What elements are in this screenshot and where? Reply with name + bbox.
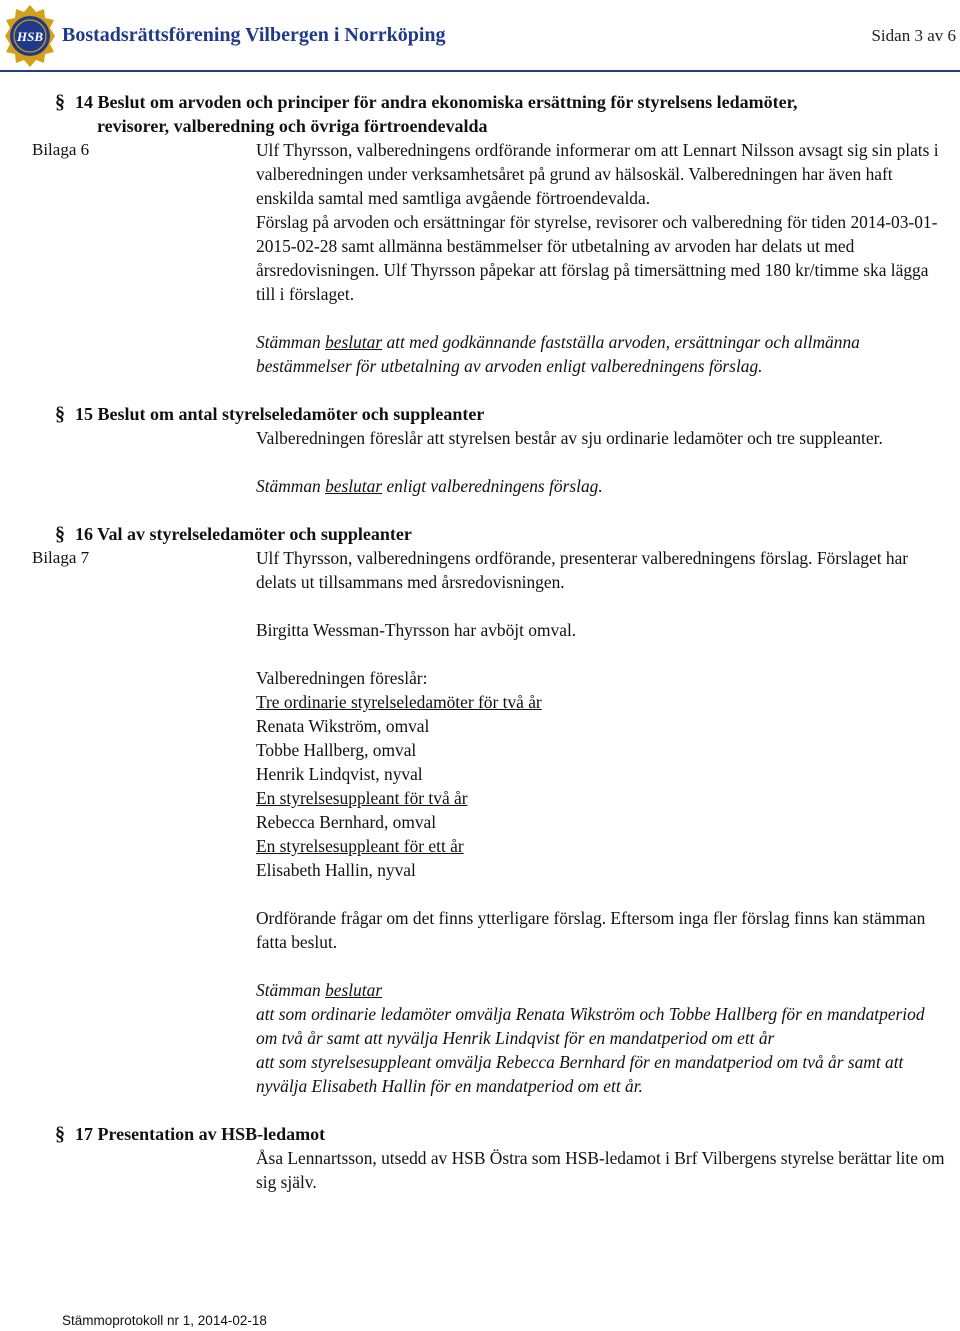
section-16-paragraph-1: Ulf Thyrsson, valberedningens ordförande, presenterar valberedningens förslag. Förslaget har delats ut tillsammans med årsredovisningen.: [256, 548, 909, 592]
section-16-content: [0, 546, 960, 1098]
section-15-title: 15 Beslut om antal styrelseledamöter och suppleanter: [75, 404, 485, 424]
section-sign-icon: [55, 522, 73, 546]
svg-text:§: §: [55, 523, 65, 545]
proposal-item: Rebecca Bernhard, omval: [256, 812, 437, 832]
section-17-content: [0, 1146, 960, 1194]
svg-text:§: §: [55, 1123, 65, 1145]
section-14-decision: Stämman beslutar att med godkännande fastställa arvoden, ersättningar och allmänna bestämmelser för utbetalning av arvoden enligt valberedningens förslag.: [256, 332, 860, 376]
section-sign-icon: [55, 90, 73, 114]
section-14-title-2: revisorer, valberedning och övriga förtroendevalda: [97, 116, 488, 136]
section-sign-icon: [55, 402, 73, 426]
page-header: [0, 0, 960, 74]
svg-text:HSB: HSB: [16, 29, 44, 44]
section-15-paragraph-1: Valberedningen föreslår att styrelsen består av sju ordinarie ledamöter och tre suppleanter.: [256, 428, 883, 448]
section-17-heading: [55, 1122, 960, 1146]
section-16-decision-1: att som ordinarie ledamöter omvälja Renata Wikström och Tobbe Hallberg för en mandatperiod om två år samt att nyvälja Henrik Lindqvist för en mandatperiod om ett år: [256, 1004, 925, 1048]
proposal-intro: Valberedningen föreslår:: [256, 668, 428, 688]
page-number: Sidan 3 av 6: [871, 26, 956, 45]
section-16-attachment: Bilaga 7: [32, 548, 90, 567]
section-16-decision-label: Stämman beslutar: [256, 980, 383, 1000]
svg-text:§: §: [55, 91, 65, 113]
proposal-group-2-title: En styrelsesuppleant för två år: [256, 788, 468, 808]
page-footer: Stämmoprotokoll nr 1, 2014-02-18: [62, 1313, 267, 1328]
document-body: [0, 90, 960, 1194]
section-17-title: 17 Presentation av HSB-ledamot: [75, 1124, 326, 1144]
header-rule: [0, 70, 960, 72]
svg-text:§: §: [55, 403, 65, 425]
section-14-paragraph-1: Ulf Thyrsson, valberedningens ordförande informerar om att Lennart Nilsson avsagt sig sin plats i valberedningen under verksamhetsåret på grund av hälsoskäl. Valberedningen har även haft enskilda samtal med samtliga avgående förtroendevalda.: [256, 140, 939, 208]
section-sign-icon: [55, 1122, 73, 1146]
section-16-paragraph-3: Ordförande frågar om det finns ytterligare förslag. Eftersom inga fler förslag finns kan stämman fatta beslut.: [256, 908, 926, 952]
proposal-item: Renata Wikström, omval: [256, 716, 430, 736]
section-15-heading: [55, 402, 960, 426]
org-name: Bostadsrättsförening Vilbergen i Norrköping: [62, 24, 446, 46]
section-14-heading: [55, 90, 960, 138]
proposal-item: Henrik Lindqvist, nyval: [256, 764, 423, 784]
section-14-attachment: Bilaga 6: [32, 140, 90, 159]
section-17-paragraph-1: Åsa Lennartsson, utsedd av HSB Östra som HSB-ledamot i Brf Vilbergens styrelse berättar lite om sig själv.: [256, 1148, 945, 1192]
section-14-title-1: 14 Beslut om arvoden och principer för andra ekonomiska ersättning för styrelsens ledamöter,: [75, 92, 798, 112]
section-14-paragraph-2: Förslag på arvoden och ersättningar för styrelse, revisorer och valberedning för tiden 2014-03-01-2015-02-28 samt allmänna bestämmelser för utbetalning av arvoden har delats ut med årsredovisningen. Ulf Thyrsson påpekar att förslag på timersättning med 180 kr/timme ska lägga till i förslaget.: [256, 212, 938, 304]
section-16-heading: [55, 522, 960, 546]
proposal-group-1-title: Tre ordinarie styrelseledamöter för två år: [256, 692, 542, 712]
section-14-content: [0, 138, 960, 378]
section-15-decision: Stämman beslutar enligt valberedningens förslag.: [256, 476, 603, 496]
proposal-item: Elisabeth Hallin, nyval: [256, 860, 416, 880]
proposal-group-3-title: En styrelsesuppleant för ett år: [256, 836, 464, 856]
section-15-content: [0, 426, 960, 498]
section-16-decision-2: att som styrelsesuppleant omvälja Rebecca Bernhard för en mandatperiod om två år samt att nyvälja Elisabeth Hallin för en mandatperiod om ett år.: [256, 1052, 904, 1096]
hsb-logo: [4, 4, 56, 68]
proposal-item: Tobbe Hallberg, omval: [256, 740, 417, 760]
section-16-title: 16 Val av styrelseledamöter och suppleanter: [75, 524, 412, 544]
section-16-paragraph-2: Birgitta Wessman-Thyrsson har avböjt omval.: [256, 620, 577, 640]
